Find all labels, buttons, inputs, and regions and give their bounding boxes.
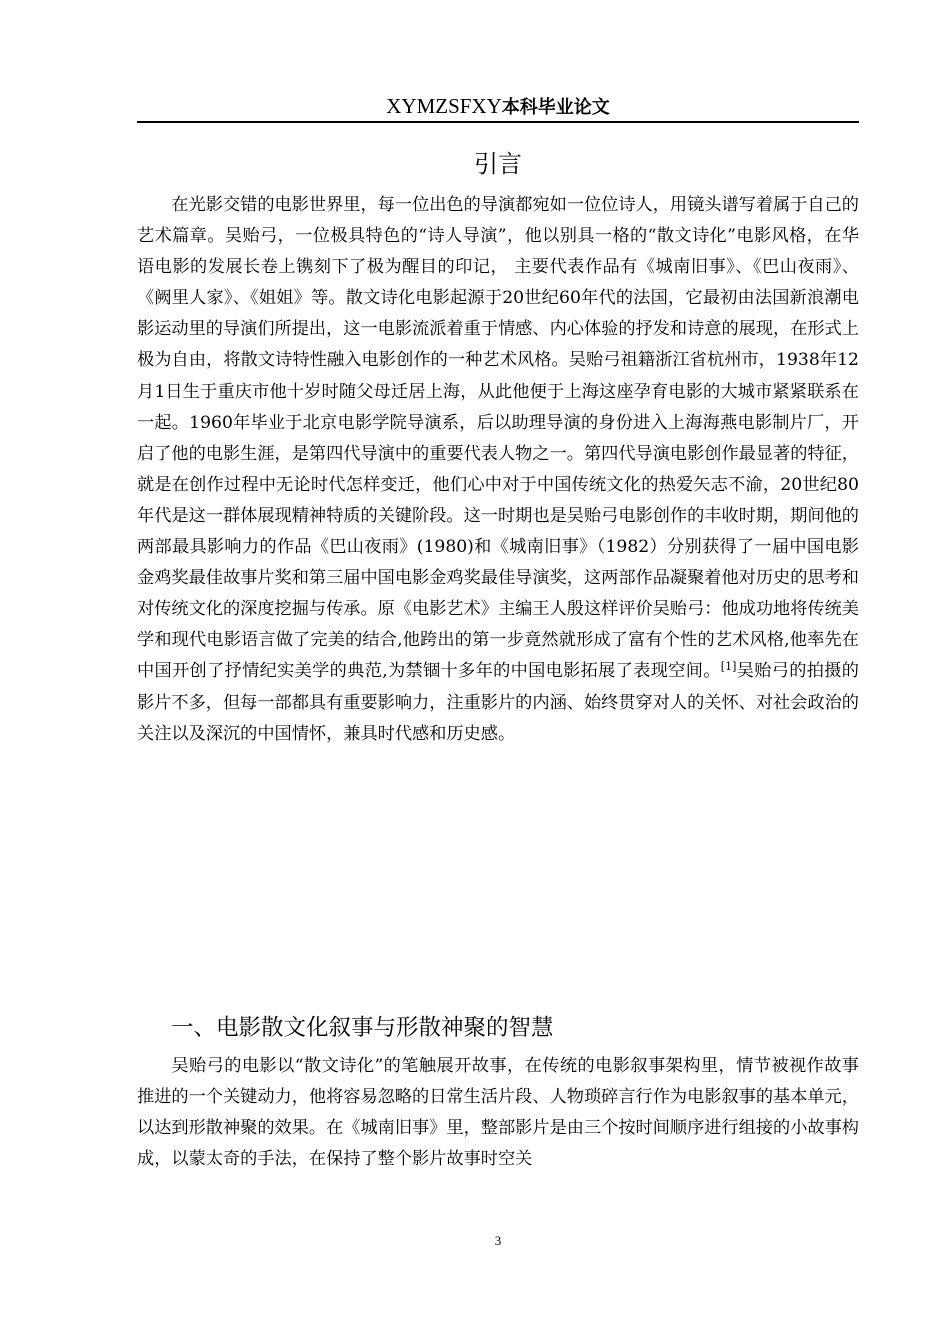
page-number: 3 [494, 1233, 502, 1248]
header-code: XYMZSFXY [386, 94, 502, 118]
section-heading: 一、电影散文化叙事与形散神聚的智慧 [171, 1015, 554, 1041]
intro-paragraph-text: 在光影交错的电影世界里，每一位出色的导演都宛如一位位诗人，用镜头谱写着属于自己的艺术篇章。吴贻弓，一位极具特色的“诗人导演”，他以别具一格的“散文诗化”电影风格，在华语电影的发展长卷上镌刻下了极为醒目的印记， 主要代表作品有《城南旧事》、《巴山夜雨》、《阙里人家》、《姐姐》等。散文诗化电影起源于20世纪60年代的法国，它最初由法国新浪潮电影运动里的导演们所提出，这一电影流派着重于情感、内心体验的抒发和诗意的展现，在形式上极为自由，将散文诗特性融入电影创作的一种艺术风格。吴贻弓祖籍浙江省杭州市，1938年12月1日生于重庆市他十岁时随父母迁居上海，从此他便于上海这座孕育电影的大城市紧紧联系在一起。1960年毕业于北京电影学院导演系，后以助理导演的身份进入上海海燕电影制片厂，开启了他的电影生涯，是第四代导演中的重要代表人物之一。第四代导演电影创作最显著的特征，就是在创作过程中无论时代怎样变迁，他们心中对于中国传统文化的热爱矢志不渝，20世纪80年代是这一群体展现精神特质的关键阶段。这一时期也是吴贻弓电影创作的丰收时期，期间他的两部最具影响力的作品《巴山夜雨》(1980)和《城南旧事》（1982）分别获得了一届中国电影金鸡奖最佳故事片奖和第三届中国电影金鸡奖最佳导演奖，这两部作品凝聚着他对历史的思考和对传统文化的深度挖掘与传承。原《电影艺术》主编王人殷这样评价吴贻弓：他成功地将传统美学和现代电影语言做了完美的结合,他跨出的第一步竟然就形成了富有个性的艺术风格,他率先在中国开创了抒情纪实美学的典范,为禁锢十多年的中国电影拓展了表现空间。 [137, 195, 859, 682]
running-header [137, 92, 859, 120]
intro-title: 引言 [474, 150, 522, 178]
intro-paragraph-text-continued: 吴贻弓的拍摄的影片不多，但每一部都具有重要影响力，注重影片的内涵、始终贯穿对人的关怀、对社会政治的关注以及深沉的中国情怀，兼具时代感和历史感。 [137, 661, 859, 744]
header-divider [137, 121, 859, 123]
section-paragraph: 吴贻弓的电影以“散文诗化”的笔触展开故事，在传统的电影叙事架构里，情节被视作故事推进的一个关键动力，他将容易忽略的日常生活片段、人物琐碎言行作为电影叙事的基本单元，以达到形散神聚的效果。在《城南旧事》里，整部影片是由三个按时间顺序进行组接的小故事构成，以蒙太奇的手法，在保持了整个影片故事时空关 [137, 1056, 859, 1170]
citation-ref[interactable]: [1] [720, 660, 737, 674]
header-title: 本科毕业论文 [501, 97, 610, 118]
intro-paragraph [137, 190, 859, 750]
